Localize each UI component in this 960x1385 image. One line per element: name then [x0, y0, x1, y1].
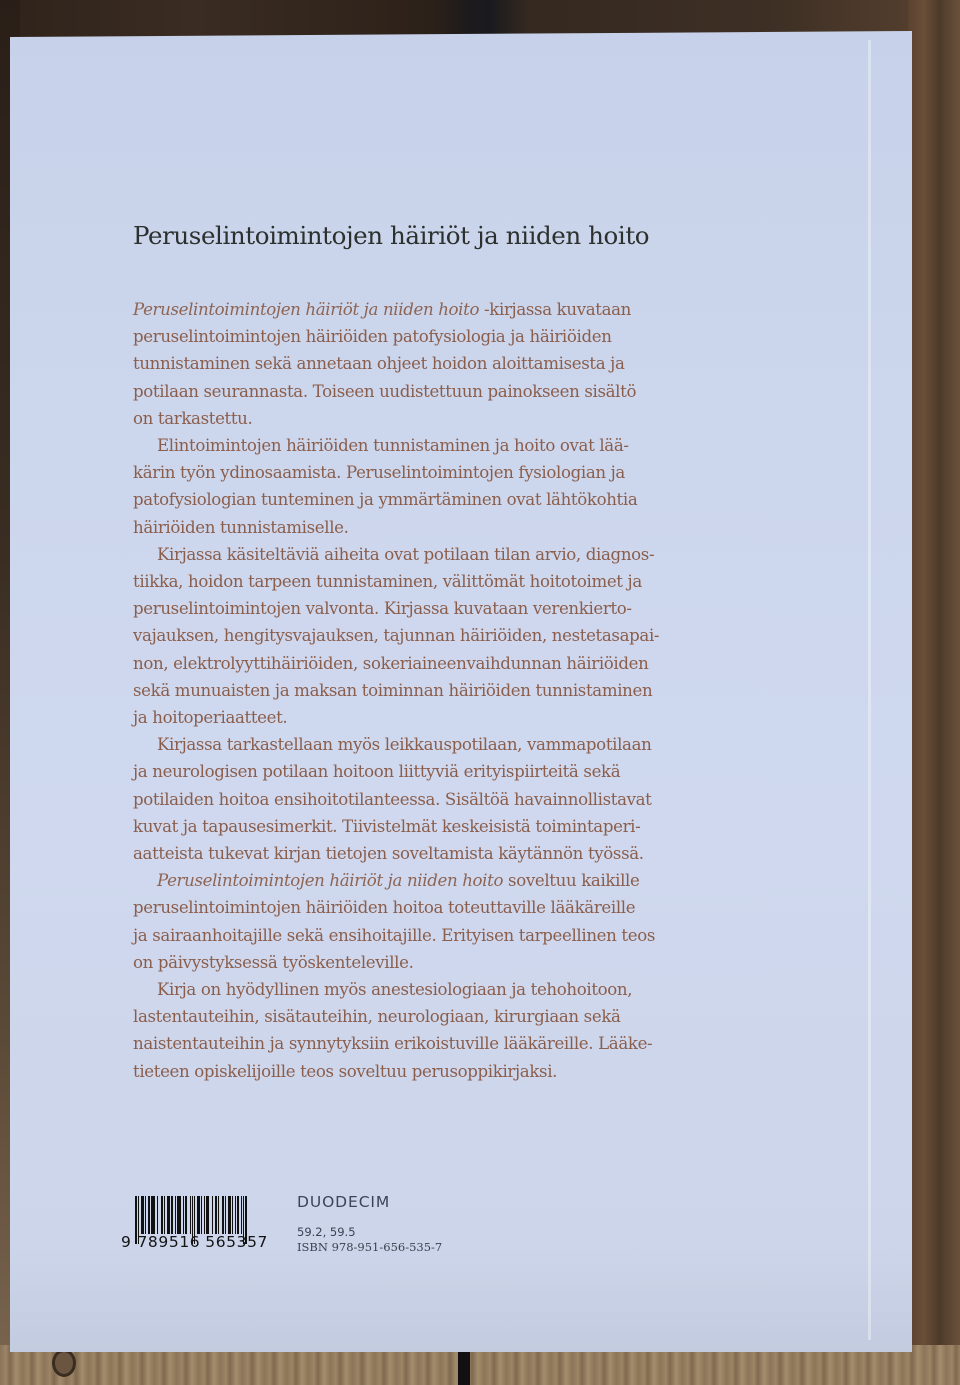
text-line: peruselintoimintojen häiriöiden patofysiologia ja häiriöiden	[133, 327, 612, 347]
text-line	[133, 867, 833, 894]
text-line: ja neurologisen potilaan hoitoon liittyviä erityispiirteitä sekä	[133, 762, 621, 782]
text-line: Kirjassa käsiteltäviä aiheita ovat potilaan tilan arvio, diagnos-	[157, 544, 655, 564]
text-line: tiikka, hoidon tarpeen tunnistaminen, välittömät hoitotoimet ja	[133, 572, 642, 592]
wood-background-right	[908, 0, 960, 1385]
text-line: potilaan seurannasta. Toiseen uudistettuun painokseen sisältö	[133, 381, 637, 401]
barcode-left-group: 789516	[137, 1233, 201, 1251]
isbn-number: ISBN 978-951-656-535-7	[297, 1240, 443, 1254]
isbn-barcode	[121, 1190, 281, 1260]
blurb-text	[133, 296, 833, 1085]
text-span: -kirjassa kuvataan	[479, 300, 632, 319]
text-line: sekä munuaisten ja maksan toiminnan häiriöiden tunnistaminen	[133, 680, 653, 700]
text-line: ja sairaanhoitajille sekä ensihoitajille. Erityisen tarpeellinen teos	[133, 925, 656, 945]
barcode-first-digit: 9	[121, 1233, 132, 1251]
text-line: lastentauteihin, sisätauteihin, neurologiaan, kirurgiaan sekä	[133, 1007, 621, 1027]
text-line: ja hoitoperiaatteet.	[133, 708, 288, 728]
text-line: Elintoimintojen häiriöiden tunnistaminen ja hoito ovat lää-	[157, 436, 629, 456]
text-span: soveltuu kaikille	[503, 871, 640, 891]
blurb-paragraph	[133, 976, 833, 1085]
text-line: non, elektrolyyttihäiriöiden, sokeriaineenvaihdunnan häiriöiden	[133, 653, 649, 673]
cover-fold-line	[868, 40, 871, 1340]
blurb-paragraph	[133, 541, 833, 731]
text-line: patofysiologian tunteminen ja ymmärtäminen ovat lähtökohtia	[133, 490, 638, 510]
text-line: tunnistaminen sekä annetaan ohjeet hoidon aloittamisesta ja	[133, 354, 625, 374]
italic-book-title: Peruselintoimintojen häiriöt ja niiden hoito	[133, 300, 480, 319]
blurb-paragraph	[133, 296, 833, 432]
blurb-paragraph	[133, 867, 833, 976]
text-line: peruselintoimintojen häiriöiden hoitoa toteuttaville lääkäreille	[133, 898, 636, 918]
italic-book-title: Peruselintoimintojen häiriöt ja niiden hoito	[157, 871, 504, 891]
text-line: vajauksen, hengitysvajauksen, tajunnan häiriöiden, nestetasapai-	[133, 626, 660, 646]
text-line	[133, 296, 833, 323]
text-line: naistentauteihin ja synnytyksiin erikoistuville lääkäreille. Lääke-	[133, 1034, 653, 1054]
publisher-name: DUODECIM	[297, 1193, 391, 1211]
barcode-right-group: 565357	[205, 1233, 269, 1251]
text-line: kuvat ja tapausesimerkit. Tiivistelmät keskeisistä toimintaperi-	[133, 816, 641, 836]
text-line: on tarkastettu.	[133, 408, 253, 428]
text-line: Kirjassa tarkastellaan myös leikkauspotilaan, vammapotilaan	[157, 735, 652, 755]
classification-codes: 59.2, 59.5	[297, 1225, 356, 1239]
text-line: peruselintoimintojen valvonta. Kirjassa kuvataan verenkierto-	[133, 599, 632, 619]
blurb-paragraph	[133, 432, 833, 541]
blurb-paragraph	[133, 731, 833, 867]
text-line: Kirja on hyödyllinen myös anestesiologiaan ja tehohoitoon,	[157, 980, 633, 1000]
book-title: Peruselintoimintojen häiriöt ja niiden hoito	[133, 221, 650, 250]
text-line: on päivystyksessä työskenteleville.	[133, 952, 414, 972]
text-line: kärin työn ydinosaamista. Peruselintoimintojen fysiologian ja	[133, 463, 625, 483]
text-line: potilaiden hoitoa ensihoitotilanteessa. Sisältöä havainnollistavat	[133, 789, 652, 809]
text-line: aatteista tukevat kirjan tietojen soveltamista käytännön työssä.	[133, 844, 644, 864]
text-line: tieteen opiskelijoille teos soveltuu perusoppikirjaksi.	[133, 1061, 558, 1081]
text-line: häiriöiden tunnistamiselle.	[133, 517, 349, 537]
barcode-digits	[121, 1233, 268, 1251]
wood-knot	[52, 1349, 76, 1377]
